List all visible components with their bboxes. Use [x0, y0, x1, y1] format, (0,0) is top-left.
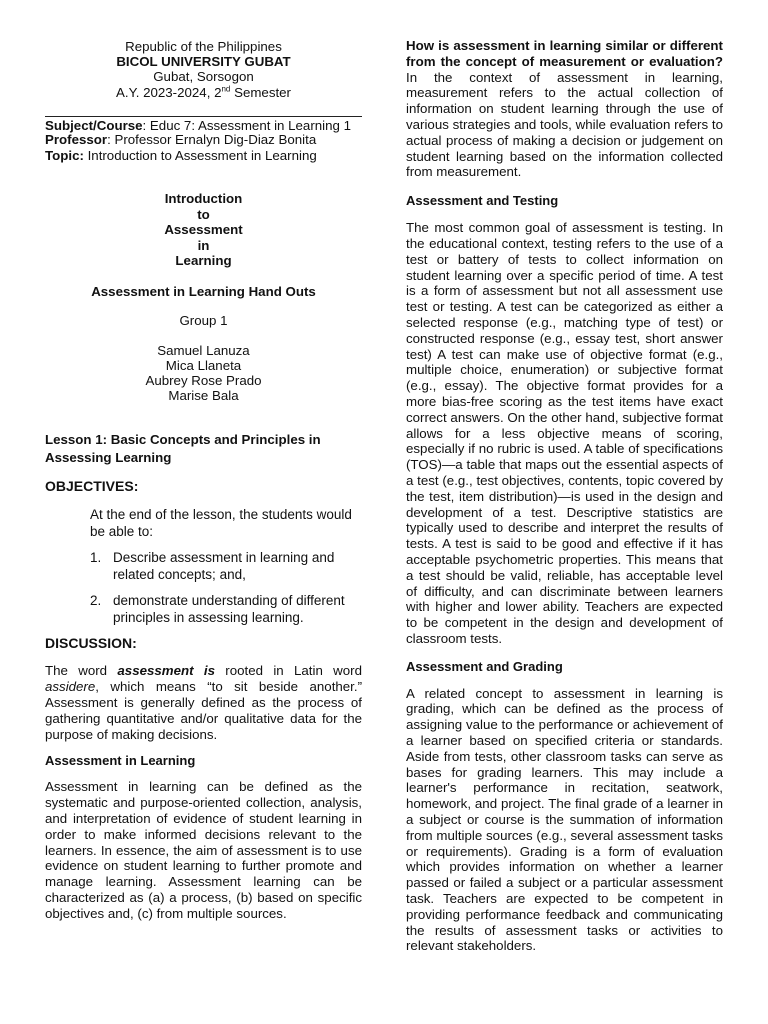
topic: Topic: Introduction to Assessment in Learning	[45, 147, 317, 163]
objective-item: 2. demonstrate understanding of different principles in assessing learning.	[90, 593, 345, 626]
subject-course: Subject/Course: Educ 7: Assessment in Learning 1	[45, 117, 351, 133]
location: Gubat, Sorsogon	[153, 69, 254, 85]
objectives-intro: At the end of the lesson, the students would be able to:	[90, 507, 352, 540]
lesson-heading: Lesson 1: Basic Concepts and Principles in Assessing Learning	[45, 432, 321, 465]
objective-item: 1. Describe assessment in learning and related concepts; and,	[90, 550, 335, 583]
right-column	[406, 38, 723, 954]
assessment-in-learning-paragraph: Assessment in learning can be defined as the systematic and purpose-oriented collection, analysis, and interpretation of evidence of student learning in order to make informed decisions relevant to the learners. In essence, the aim of assessment is to use evidence on student learning to further promote and manage learning. Assessment learning can be characterized as (a) a process, (b) based on specific objectives and, (c) from multiple sources.	[45, 779, 362, 921]
objectives-heading: OBJECTIVES:	[45, 478, 139, 495]
member-name: Aubrey Rose Prado	[145, 372, 262, 388]
objectives-list	[45, 549, 362, 626]
title-line-3: Assessment	[164, 222, 243, 238]
country-name: Republic of the Philippines	[125, 39, 282, 54]
grading-heading: Assessment and Grading	[406, 658, 563, 674]
title-line-1: Introduction	[164, 191, 243, 207]
assessment-in-learning-heading: Assessment in Learning	[45, 753, 196, 769]
testing-heading: Assessment and Testing	[406, 193, 559, 209]
testing-paragraph: The most common goal of assessment is testing. In the educational context, testing refers to the use of a test or battery of tests to collect information on student learning over a specific period of time. A test is a form of assessment but not all assessment use test or testing. A test can be categorized as either a selected response (e.g., matching type of test) or constructed response (e.g., essay test, short answer test) A test can make use of objective format (e.g., multiple choice, enumeration) or subjective format (e.g., essay). The objective format provides for a more bias-free scoring as the test items have exact correct answers. On the other hand, subjective format allows for a less objective means of scoring, especially if no rubric is used. A table of specifications (TOS)—a table that maps out the essential aspects of a test (e.g., test objectives, contents, topic covered by the test, item distribution)—is used in the design and development of a test. Descriptive statistics are typically used to describe and interpret the results of tests. A test is said to be good and effective if it has acceptable psychometric properties. This means that a test should be valid, reliable, has acceptable level of difficulty, and can discriminate between learners with higher and lower ability. Teachers are expected to be competent in the design and development of classroom tests.	[406, 220, 723, 646]
academic-year: A.Y. 2023-2024, 2nd Semester	[116, 84, 291, 100]
member-name: Mica Llaneta	[165, 357, 242, 373]
members-list	[45, 343, 362, 404]
title-line-5: Learning	[175, 253, 232, 269]
member-name: Marise Bala	[168, 388, 239, 404]
discussion-heading: DISCUSSION:	[45, 635, 137, 652]
left-column	[45, 36, 362, 921]
question-paragraph: How is assessment in learning similar or different from the concept of measurement or evaluation? In the context of assessment in learning, measurement refers to the actual collection of information on student learning through the use of various strategies and tools, while evaluation refers to actual process of making a decision or judgement on student learning based on the information collected from measurement.	[406, 38, 723, 180]
university-name: BICOL UNIVERSITY GUBAT	[116, 54, 291, 70]
discussion-paragraph: The word assessment is rooted in Latin word assidere, which means “to sit beside another.” Assessment is generally defined as the process of gathering quantitative and/or qualitative data for the purpose of making decisions.	[45, 663, 362, 742]
grading-paragraph: A related concept to assessment in learning is grading, which can be defined as the process of assigning value to the performance or achievement of a learner based on specified criteria or standards. Aside from tests, other classroom tasks can serve as bases for grading learners. This may include a learner's performance in recitation, seatwork, homework, and project. The final grade of a learner in a subject or course is the summation of information from multiple sources (e.g., several assessment tasks or requirements). Grading is a form of evaluation which provides information on whether a learner passed or failed a subject or a particular assessment task. Teachers are expected to be competent in providing performance feedback and communicating the results of assessment tasks or activities to relevant stakeholders.	[406, 685, 723, 954]
member-name: Samuel Lanuza	[157, 342, 250, 358]
group-name: Group 1	[179, 313, 228, 329]
title-line-4: in	[197, 237, 210, 253]
handouts-title: Assessment in Learning Hand Outs	[91, 283, 316, 299]
professor: Professor: Professor Ernalyn Dig-Diaz Bonita	[45, 132, 317, 148]
title-line-2: to	[197, 206, 210, 222]
